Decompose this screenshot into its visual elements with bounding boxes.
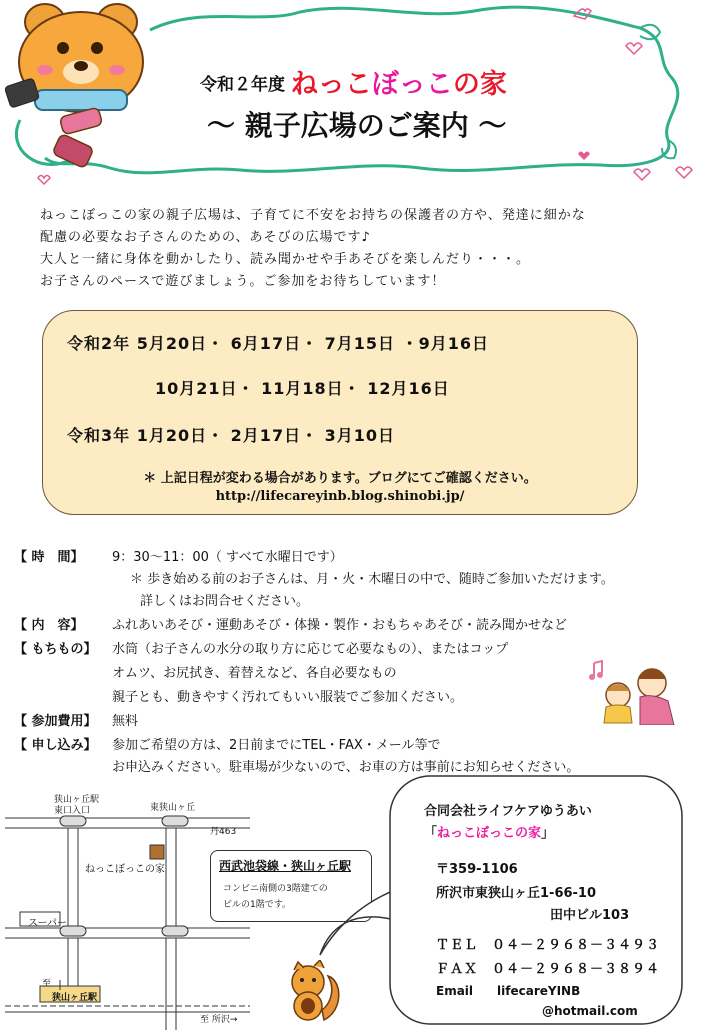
apply-value-1: 参加ご希望の方は、2日前までにTEL・FAX・メール等で bbox=[112, 738, 441, 753]
contact-info bbox=[388, 774, 684, 1026]
fee-value: 無料 bbox=[112, 714, 139, 729]
map-label-station-east: 狭山ヶ丘駅 bbox=[54, 795, 100, 805]
content-value: ふれあいあそび・運動あそび・体操・製作・おもちゃあそび・読み聞かせなど bbox=[112, 618, 568, 633]
contact-facility bbox=[424, 822, 554, 841]
station-box-desc-1: コンビニ南側の3階建ての bbox=[223, 884, 328, 894]
contact-postal: 〒359-1106 bbox=[436, 862, 518, 877]
items-label: 【 もちもの】 bbox=[14, 642, 97, 657]
title-name-part3: の家 bbox=[452, 69, 507, 100]
station-box-desc-2: ビルの1階です。 bbox=[223, 900, 292, 910]
map-label-to-left: 至 bbox=[42, 979, 52, 989]
time-label: 【 時 間】 bbox=[14, 550, 84, 565]
map-label-house: ねっこぼっこの家 bbox=[85, 864, 165, 875]
apply-label: 【 申し込み】 bbox=[14, 738, 97, 753]
map-label-east-entrance: 東口入口 bbox=[54, 806, 91, 816]
intro-text bbox=[40, 205, 586, 293]
squirrel-mascot-illustration bbox=[284, 960, 344, 1026]
page-title bbox=[200, 62, 507, 101]
map-label-station: 狭山ヶ丘駅 bbox=[52, 993, 98, 1003]
contact-address-2: 田中ビル103 bbox=[550, 908, 630, 923]
fee-label: 【 参加費用】 bbox=[14, 714, 97, 729]
intro-line: 大人と一緒に身体を動かしたり、読み聞かせや手あそびを楽しんだり・・・。 bbox=[40, 252, 531, 267]
contact-tel[interactable]: ＴＥＬ ０４－２９６８－３４９３ bbox=[436, 938, 661, 953]
items-value-2: オムツ、お尻拭き、着替えなど、各自必要なもの bbox=[112, 666, 397, 681]
page-subtitle: ～ 親子広場のご案内 ～ bbox=[207, 109, 507, 142]
schedule-line-1: 令和2年 5月20日・ 6月17日・ 7月15日 ・9月16日 bbox=[67, 334, 490, 353]
contact-email-domain[interactable]: @hotmail.com bbox=[542, 1004, 638, 1018]
facility-close-bracket: 」 bbox=[541, 826, 555, 841]
items-value-1: 水筒（お子さんの水分の取り方に応じて必要なもの）、またはコップ bbox=[112, 642, 509, 657]
schedule-line-2: 10月21日・ 11月18日・ 12月16日 bbox=[155, 379, 450, 398]
contact-address-1: 所沢市東狭山ヶ丘1-66-10 bbox=[436, 886, 597, 901]
content-label: 【 内 容】 bbox=[14, 618, 84, 633]
contact-email[interactable]: Email lifecareYINB bbox=[436, 984, 581, 998]
speech-bubble-tail bbox=[300, 880, 400, 960]
contact-company: 合同会社ライフケアゆうあい bbox=[424, 804, 592, 819]
title-year-prefix: 令和２年度 bbox=[200, 75, 285, 95]
time-note-1: ＊ 歩き始める前のお子さんは、月・火・木曜日の中で、随時ご参加いただけます。 bbox=[130, 572, 614, 587]
facility-open-bracket: 「 bbox=[424, 826, 438, 841]
items-value-3: 親子とも、動きやすく汚れてもいい服装でご参加ください。 bbox=[112, 690, 464, 705]
contact-facility-name: ねっこぼっこの家 bbox=[437, 826, 542, 841]
contact-fax: ＦＡＸ ０４－２９６８－３８９４ bbox=[436, 962, 661, 977]
map-label-to-tokorozawa: 至 所沢→ bbox=[200, 1015, 238, 1025]
intro-line: お子さんのペースで遊びましょう。ご参加をお待ちしています！ bbox=[40, 274, 446, 289]
blog-url-link[interactable]: http://lifecareyinb.blog.shinobi.jp/ bbox=[215, 489, 465, 504]
map-label-road: 丹463 bbox=[210, 827, 237, 837]
schedule-box bbox=[42, 310, 638, 515]
apply-value-2: お申込みください。駐車場が少ないので、お車の方は事前にお知らせください。 bbox=[112, 760, 580, 775]
time-note-2: 詳しくはお問合せください。 bbox=[140, 594, 310, 609]
schedule-line-3: 令和3年 1月20日・ 2月17日・ 3月10日 bbox=[67, 426, 396, 445]
intro-line: ねっこぼっこの家の親子広場は、子育てに不安をお持ちの保護者の方や、発達に細かな bbox=[40, 208, 586, 223]
map-label-higashi: 東狭山ヶ丘 bbox=[150, 803, 196, 813]
time-value: 9：30～11：00（ すべて水曜日です） bbox=[112, 550, 343, 565]
schedule-notice: ＊ 上記日程が変わる場合があります。ブログにてご確認ください。 bbox=[143, 471, 537, 486]
intro-line: 配慮の必要なお子さんのための、あそびの広場です♪ bbox=[40, 230, 371, 245]
title-name-part2: ぼっこ bbox=[371, 69, 453, 100]
bear-mascot-illustration bbox=[5, 0, 155, 175]
mother-child-illustration bbox=[580, 655, 690, 725]
title-name-part1: ねっこ bbox=[290, 69, 372, 100]
map-label-super: スーパー bbox=[28, 918, 67, 929]
station-box-title: 西武池袋線・狭山ヶ丘駅 bbox=[219, 859, 352, 873]
